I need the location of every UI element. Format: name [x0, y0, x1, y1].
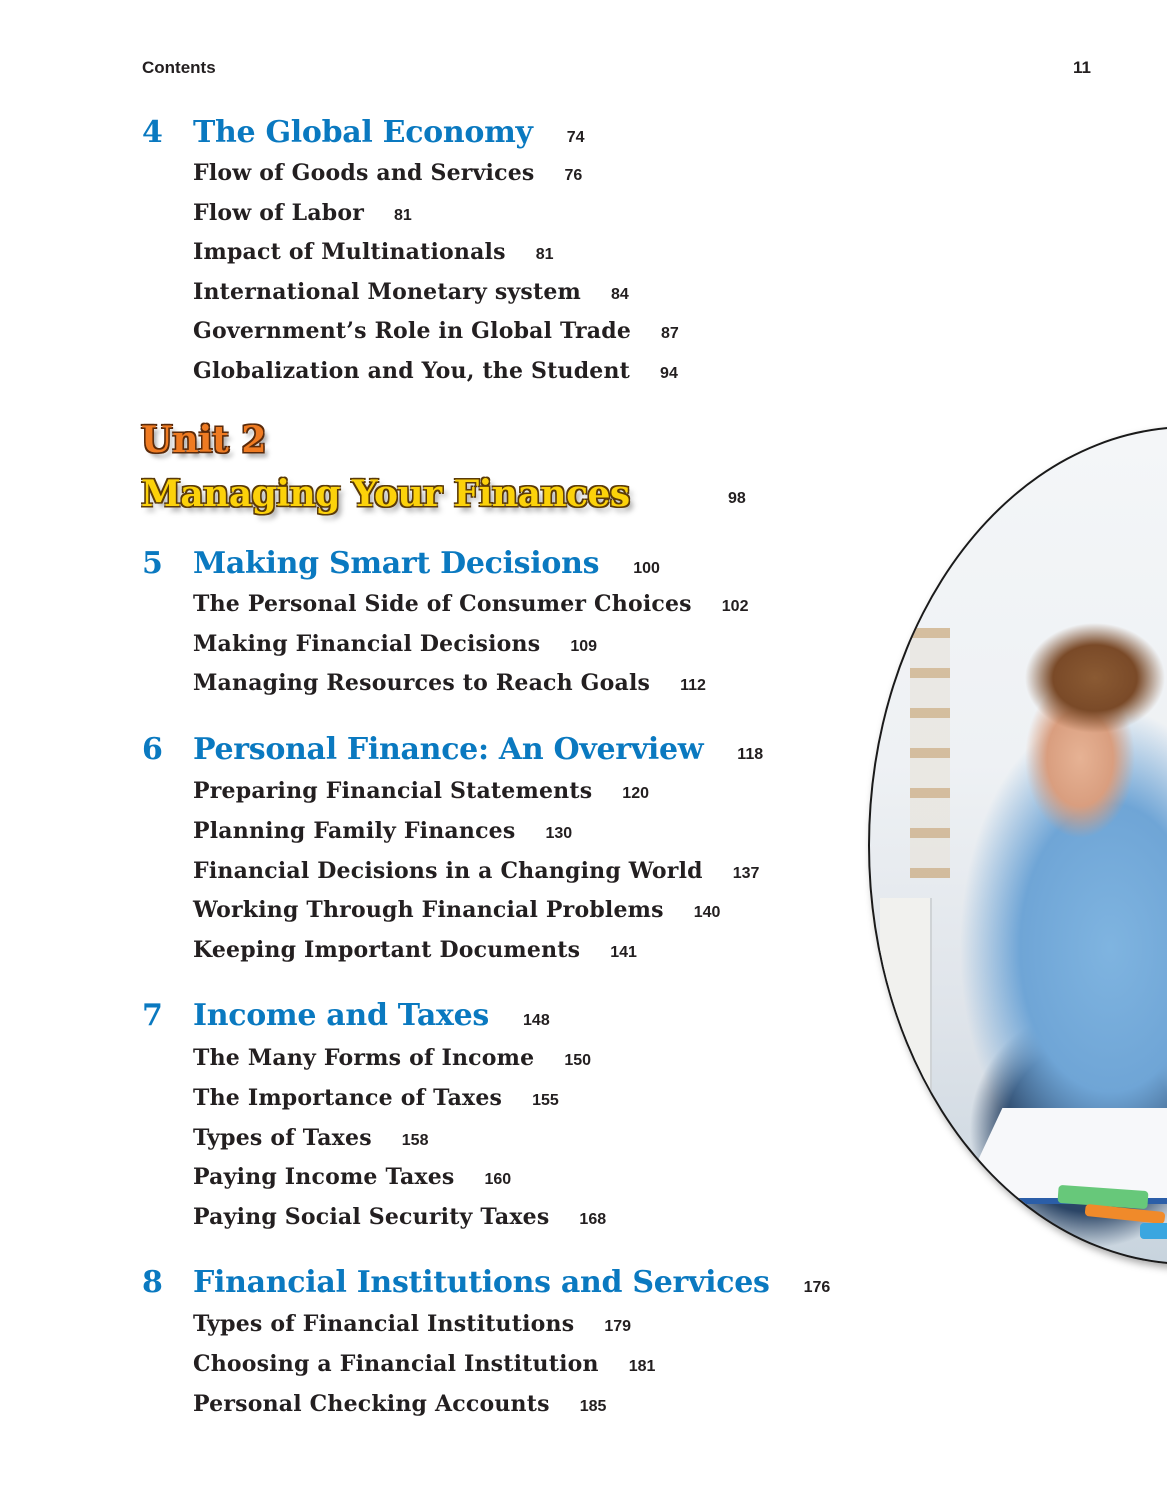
section-page: 102 — [721, 598, 749, 615]
section-title: The Importance of Taxes — [193, 1085, 503, 1111]
highlighter-blue — [1140, 1223, 1167, 1239]
section-title: Making Financial Decisions — [193, 631, 541, 657]
section-entry[interactable] — [193, 816, 572, 849]
section-entry[interactable] — [193, 776, 649, 809]
bookshelf-detail — [910, 628, 950, 878]
chapter-title: Personal Finance: An Overview — [193, 732, 704, 767]
chapter-page: 74 — [566, 129, 585, 146]
section-entry[interactable] — [193, 856, 759, 889]
section-entry[interactable] — [193, 356, 678, 389]
section-page: 112 — [680, 677, 706, 694]
section-entry[interactable] — [193, 589, 748, 622]
unit-title: Managing Your Finances — [141, 473, 630, 515]
running-head-left: Contents — [142, 58, 216, 77]
section-title: Impact of Multinationals — [193, 239, 506, 265]
section-title: Paying Income Taxes — [193, 1164, 455, 1190]
chapter-title-link[interactable] — [193, 732, 763, 773]
section-page: 81 — [535, 246, 554, 263]
chapter-page: 148 — [523, 1012, 550, 1029]
section-title: Flow of Labor — [193, 200, 365, 226]
section-page: 168 — [579, 1211, 607, 1228]
section-entry[interactable] — [193, 237, 553, 270]
section-page: 158 — [401, 1132, 429, 1149]
section-entry[interactable] — [193, 277, 629, 310]
section-entry[interactable] — [193, 668, 706, 701]
section-page: 150 — [564, 1052, 592, 1069]
section-title: Government’s Role in Global Trade — [193, 318, 632, 344]
section-page: 94 — [660, 365, 678, 382]
section-title: Managing Resources to Reach Goals — [193, 670, 651, 696]
section-page: 140 — [693, 904, 721, 921]
chapter-title: Financial Institutions and Services — [193, 1265, 770, 1300]
chapter-title: Making Smart Decisions — [193, 546, 600, 581]
section-title: Keeping Important Documents — [193, 937, 581, 963]
section-page: 87 — [661, 325, 679, 342]
page-number: 11 — [1073, 58, 1091, 77]
section-entry[interactable] — [193, 158, 582, 191]
section-page: 76 — [564, 167, 583, 184]
section-entry[interactable] — [193, 198, 412, 231]
section-page: 155 — [532, 1092, 559, 1109]
chapter-number: 6 — [142, 732, 163, 767]
section-title: The Many Forms of Income — [193, 1045, 535, 1071]
section-entry[interactable] — [193, 1349, 655, 1382]
section-entry[interactable] — [193, 1123, 428, 1156]
section-entry[interactable] — [193, 629, 597, 662]
section-title: Personal Checking Accounts — [193, 1391, 550, 1417]
section-entry[interactable] — [193, 1202, 606, 1235]
chapter-page: 176 — [803, 1279, 831, 1296]
section-title: Types of Taxes — [193, 1125, 372, 1151]
section-entry[interactable] — [193, 316, 679, 349]
section-entry[interactable] — [193, 1043, 591, 1076]
section-page: 120 — [622, 785, 649, 802]
section-title: Financial Decisions in a Changing World — [193, 858, 703, 884]
chapter-number: 8 — [142, 1265, 163, 1300]
section-entry[interactable] — [193, 1083, 559, 1116]
chapter-title: Income and Taxes — [193, 998, 490, 1033]
chapter-number: 7 — [142, 998, 163, 1033]
section-entry[interactable] — [193, 1162, 511, 1195]
student-photo — [868, 426, 1167, 1265]
laptop-detail — [880, 898, 932, 1128]
section-title: Globalization and You, the Student — [193, 358, 631, 384]
section-page: 130 — [545, 825, 573, 842]
section-page: 84 — [611, 286, 629, 303]
chapter-page: 100 — [633, 560, 660, 577]
section-title: International Monetary system — [193, 279, 582, 305]
section-entry[interactable] — [193, 895, 720, 928]
section-entry[interactable] — [193, 935, 637, 968]
section-page: 181 — [628, 1358, 656, 1375]
chapter-title-link[interactable] — [193, 546, 660, 587]
chapter-number: 4 — [142, 115, 163, 150]
section-page: 185 — [579, 1398, 607, 1415]
section-page: 109 — [570, 638, 598, 655]
section-title: Preparing Financial Statements — [193, 778, 593, 804]
unit-label: Unit 2 — [141, 419, 267, 461]
chapter-page: 118 — [737, 746, 764, 763]
unit-page: 98 — [728, 490, 746, 507]
chapter-title: The Global Economy — [193, 115, 533, 150]
chapter-title-link[interactable] — [193, 1265, 830, 1306]
chapter-number: 5 — [142, 546, 163, 581]
section-title: Types of Financial Institutions — [193, 1311, 575, 1337]
section-page: 137 — [732, 865, 760, 882]
section-title: The Personal Side of Consumer Choices — [193, 591, 692, 617]
section-page: 141 — [610, 944, 637, 961]
section-page: 160 — [484, 1171, 512, 1188]
chapter-title-link[interactable] — [193, 115, 585, 156]
section-page: 179 — [604, 1318, 632, 1335]
section-title: Flow of Goods and Services — [193, 160, 535, 186]
section-title: Choosing a Financial Institution — [193, 1351, 599, 1377]
section-title: Paying Social Security Taxes — [193, 1204, 550, 1230]
section-page: 81 — [394, 207, 412, 224]
section-entry[interactable] — [193, 1309, 631, 1342]
section-entry[interactable] — [193, 1389, 606, 1422]
chapter-title-link[interactable] — [193, 998, 550, 1039]
section-title: Planning Family Finances — [193, 818, 516, 844]
section-title: Working Through Financial Problems — [193, 897, 664, 923]
